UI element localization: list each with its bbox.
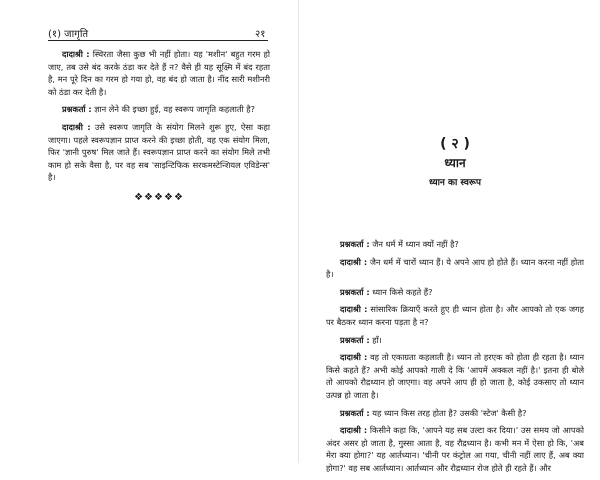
right-page xyxy=(300,0,600,473)
page-gutter xyxy=(298,0,299,463)
left-page xyxy=(0,0,300,463)
speaker-label: दादाश्री : xyxy=(340,425,368,436)
speaker-label: प्रश्नकर्ता : xyxy=(340,334,370,345)
chapter-title: ध्यान xyxy=(444,156,466,170)
paragraph xyxy=(326,286,584,299)
paragraph xyxy=(326,424,584,474)
paragraph xyxy=(326,351,584,401)
running-head: (१) जागृति xyxy=(48,29,89,40)
header-rule xyxy=(48,40,268,41)
section-title: ध्यान का स्वरूप xyxy=(428,178,482,188)
paragraph-text: जैन धर्म में चारों ध्यान हैं। ये अपने आप हो होते हैं। ध्यान करना नहीं होता है। xyxy=(326,256,584,280)
speaker-label: प्रश्नकर्ता : xyxy=(62,104,92,115)
speaker-label: दादाश्री : xyxy=(62,121,91,132)
speaker-label: दादाश्री : xyxy=(340,352,368,363)
paragraph xyxy=(326,334,584,347)
speaker-label: दादाश्री : xyxy=(340,304,368,315)
paragraph xyxy=(326,256,584,281)
paragraph-text: ज्ञान लेने की इच्छा हुई, वह स्वरूप जागृति कहलाती है? xyxy=(94,104,255,115)
chapter-number: ( २ ) xyxy=(440,136,470,152)
paragraph xyxy=(326,407,584,420)
speaker-label: प्रश्नकर्ता : xyxy=(340,286,370,297)
paragraph xyxy=(326,303,584,328)
left-text-column xyxy=(48,48,270,205)
paragraph-text: सांसारिक क्रियाएँ करते हुए ही ध्यान होता है। और आपको तो एक जगह पर बैठकर ध्यान करना पड़ता है न? xyxy=(326,304,584,327)
paragraph xyxy=(48,121,270,184)
speaker-label: प्रश्नकर्ता : xyxy=(340,407,370,418)
speaker-label: दादाश्री : xyxy=(62,49,90,59)
paragraph-text: हाँ। xyxy=(372,334,382,345)
paragraph xyxy=(326,238,584,251)
paragraph-text: स्थिरता जैसा कुछ भी नहीं होता। यह 'मशीन' बहुत गरम हो जाए, तब उसे बंद करके ठंडा कर देते हैं न? वैसे ही यह सूक्ष्मि में बंद रहता है, मन पूरे दिन का गरम हो गया हो, वह बंद हो जाता है। नींद सारी मशीनरी को ठंडा कर देती है। xyxy=(48,49,270,97)
paragraph xyxy=(48,103,270,116)
speaker-label: प्रश्नकर्ता : xyxy=(340,239,370,249)
ornament-stars: ❖❖❖❖❖ xyxy=(134,191,184,203)
paragraph-text: जैन धर्म में ध्यान क्यों नहीं है? xyxy=(372,239,459,249)
paragraph xyxy=(48,48,270,98)
page-number: २१ xyxy=(255,29,266,40)
right-text-column xyxy=(326,238,584,480)
paragraph-text: वह तो एकाग्रता कहलाती है। ध्यान तो हरएक को होता ही रहता है। ध्यान किसे कहते हैं? अभी कोई आपको गाली दे कि 'आपमें अक्कल नहीं है।' इतना ही बोले तो आपको रौद्रध्यान हो जाएगा। वह अपने आप ही हो जाता है, कोई उकसाए तो ध्यान उत्पन्न हो जाता है। xyxy=(326,352,585,400)
speaker-label: दादाश्री : xyxy=(340,256,368,267)
paragraph-text: ध्यान किसे कहते हैं? xyxy=(372,286,433,297)
paragraph-text: यह ध्यान किस तरह होता है? उसकी 'स्टेज' कैसी है? xyxy=(372,407,527,418)
paragraph-text: किसीने कहा कि, 'आपने यह सब उल्टा कर दिया।' उस समय जो आपको अंदर असर हो जाता है, गुस्सा आता है, वह रौद्रध्यान है। कभी मन में ऐसा हो कि, 'अब मेरा क्या होगा?' यह आर्तध्यान। 'चीनी पर कंट्रोल आ गया, चीनी नहीं लाए हैं, अब क्या होगा?' वह सब आर्तध्यान। आर्तध्यान और रौद्रध्यान रोज होते ही रहते हैं। और xyxy=(326,425,584,473)
paragraph-text: उसे स्वरूप जागृति के संयोग मिलने शुरू हुए, ऐसा कहा जाएगा। पहले स्वरूपज्ञान प्राप्त करने की इच्छा होती, वह एक संयोग मिला, फिर 'ज्ञानी पुरुष' मिल जाते हैं। स्वरूपज्ञान प्राप्त करने का संयोग मिले तभी काम हो सके वैसा है, पर वह सब 'साइन्टिफिक सरकमस्टेन्शियल एविडेन्स' है। xyxy=(48,121,271,183)
